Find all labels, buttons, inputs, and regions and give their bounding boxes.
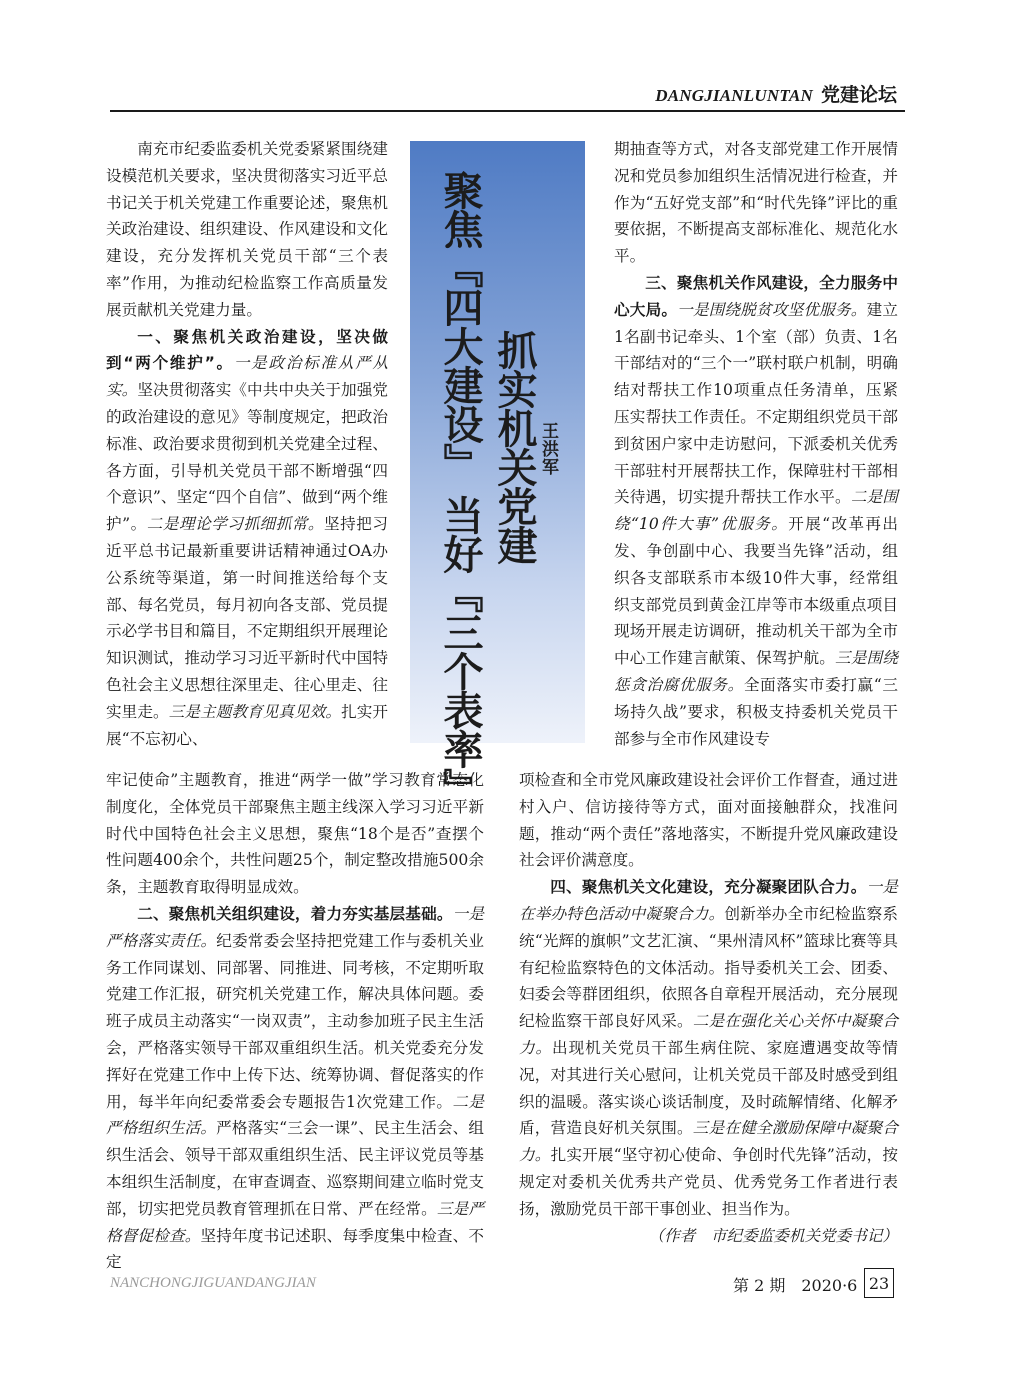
subpoint: 一是政治标准从严从实。 [106, 354, 388, 400]
subpoint: 二是严格组织生活。 [106, 1092, 485, 1138]
paragraph-intro: 南充市纪委监委机关党委紧紧围绕建设模范机关要求，坚决贯彻落实习近平总书记关于机关党建工作重要论述，聚焦机关政治建设、组织建设、作风建设和文化建设，充分发挥机关党员干部“三个表率”作用，为推动纪检监察工作高质量发展贡献机关党建力量。 [106, 140, 388, 319]
paragraph-organization: 二、聚焦机关组织建设，着力夯实基层基础。一是严格落实责任。纪委常委会坚持把党建工作与委机关业务工作同谋划、同部署、同推进、同考核，不定期听取党建工作汇报，研究机关党建工作，解决具体问题。委班子成员主动落实“一岗双责”，主动参加班子民主生活会，严格落实领导干部双重组织生活。机关党委充分发挥好在党建工作中上传下达、统筹协调、督促落实的作用，每半年向纪委常委会专题报告1次党建工作。二是严格组织生活。严格落实“三会一课”、民主生活会、组织生活会、领导干部双重组织生活、民主评议党员等基本组织生活制度，在审查调查、巡察期间建立临时党支部，切实把党员教育管理抓在日常、严在经常。三是严格督促检查。坚持年度书记述职、每季度集中检查、不定 [106, 904, 485, 1272]
article-title-sub: 抓实机关党建 [491, 330, 537, 564]
paragraph-continued: 牢记使命”主题教育，推进“两学一做”学习教育常态化制度化，全体党员干部聚焦主题主线深入学习习近平新时代中国特色社会主义思想，聚焦“18个是否”查摆个性问题400余个，共性问题25个，制定整改措施500余条，主题教育取得明显成效。 [106, 771, 484, 897]
paragraph-political: 一、聚焦机关政治建设，坚决做到“两个维护”。一是政治标准从严从实。坚决贯彻落实《中共中央关于加强党的政治建设的意见》等制度规定，把政治标准、政治要求贯彻到机关党建全过程、各方面，引导机关党员干部不断增强“四个意识”、坚定“四个自信”、做到“两个维护”。二是理论学习抓细抓常。坚持把习近平总书记最新重要讲话精神通过OA办公系统等渠道，第一时间推送给每个支部、每名党员，每月初向各支部、党员提示必学书目和篇目，不定期组织开展理论知识测试，推动学习习近平新时代中国特色社会主义思想往深里走、往心里走、往实里走。三是主题教育见真见效。扎实开展“不忘初心、 [106, 327, 388, 748]
subpoint: 三是主题教育见真见效。 [168, 702, 342, 721]
article-column-right-bottom [519, 767, 898, 1249]
subpoint: 三是在健全激励保障中凝聚合力。 [519, 1119, 898, 1165]
section-cn-title: 党建论坛 [820, 84, 897, 106]
section-latin-title: DANGJIANLUNTAN [655, 86, 813, 105]
article-column-left [106, 136, 388, 752]
footer-publication-name: NANCHONGJIGUANDANGJIAN [110, 1275, 316, 1291]
subpoint: 二是围绕“10件大事”优服务。 [614, 488, 898, 534]
paragraph-style: 三、聚焦机关作风建设，全力服务中心大局。一是围绕脱贫攻坚优服务。建立1名副书记牵头、1个室（部）负责、1名干部结对的“三个一”联村联户机制，明确结对帮扶工作10项重点任务清单，压紧压实帮扶工作责任。不定期组织党员干部到贫困户家中走访慰问，下派委机关优秀干部驻村开展帮扶工作，保障驻村干部相关待遇，切实提升帮扶工作水平。二是围绕“10件大事”优服务。开展“改革再出发、争创副中心、我要当先锋”活动，组织各支部联系市本级10件大事，经常组织支部党员到黄金江岸等市本级重点项目现场开展走访调研，推动机关干部为全市中心工作建言献策、保驾护航。三是围绕惩贪治腐优服务。全面落实市委打赢“三场持久战”要求，积极支持委机关党员干部参与全市作风建设专 [614, 273, 898, 748]
page-number: 23 [864, 1268, 894, 1298]
subpoint: 三是围绕惩贪治腐优服务。 [614, 649, 898, 694]
subpoint: 二是理论学习抓细抓常。 [146, 515, 325, 534]
magazine-section-header [655, 80, 897, 107]
header-rule [110, 110, 905, 112]
subpoint: 三是严格督促检查。 [106, 1199, 484, 1245]
article-column-mid [106, 767, 484, 1276]
section-heading: 二、聚焦机关组织建设，着力夯实基层基础。 [137, 904, 453, 923]
section-heading: 三、聚焦机关作风建设，全力服务中心大局。 [614, 273, 898, 319]
subpoint: 二是在强化关心关怀中凝聚合力。 [519, 1012, 898, 1057]
subpoint: 一是在举办特色活动中凝聚合力。 [519, 878, 898, 923]
paragraph-continued: 项检查和全市党风廉政建设社会评价工作督查，通过进村入户、信访接待等方式，面对面接触群众，找准问题，推动“两个责任”落地落实，不断提升党风廉政建设社会评价满意度。 [519, 771, 898, 870]
article-author: 王洪军 [538, 422, 558, 476]
section-heading: 一、聚焦机关政治建设，坚决做到“两个维护”。 [106, 327, 388, 373]
subpoint: 一是围绕脱贫攻坚优服务。 [677, 300, 867, 319]
paragraph-culture: 四、聚焦机关文化建设，充分凝聚团队合力。一是在举办特色活动中凝聚合力。创新举办全市纪检监察系统“光辉的旗帜”文艺汇演、“果州清风杯”篮球比赛等具有纪检监察特色的文体活动。指导委机关工会、团委、妇委会等群团组织，依照各自章程开展活动，充分展现纪检监察干部良好风采。二是在强化关心关怀中凝聚合力。出现机关党员干部生病住院、家庭遭遇变故等情况，对其进行关心慰问，让机关党员干部及时感受到组织的温暖。落实谈心谈话制度，及时疏解情绪、化解矛盾，营造良好机关氛围。三是在健全激励保障中凝聚合力。扎实开展“坚守初心使命、争创时代先锋”活动，按规定对委机关优秀共产党员、优秀党务工作者进行表扬，激励党员干部干事创业、担当作为。 [519, 878, 899, 1218]
author-byline: （作者 市纪委监委机关党委书记） [648, 1226, 898, 1245]
paragraph-continued: 期抽查等方式，对各支部党建工作开展情况和党员参加组织生活情况进行检查，并作为“五好党支部”和“时代先锋”评比的重要依据，不断提高支部标准化、规范化水平。 [614, 140, 898, 266]
footer-issue-info: 第 2 期 2020·6 [733, 1276, 858, 1295]
article-title-main: 聚焦『四大建设』 当好『三个表率』 [437, 170, 483, 807]
section-heading: 四、聚焦机关文化建设，充分凝聚团队合力。 [550, 878, 867, 897]
subpoint: 一是严格落实责任。 [106, 904, 484, 950]
article-column-right-top [614, 136, 898, 752]
